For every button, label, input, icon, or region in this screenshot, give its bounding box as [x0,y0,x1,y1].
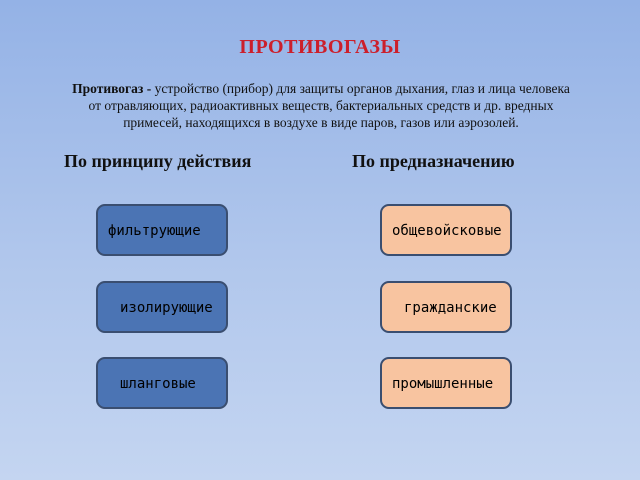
page-title: ПРОТИВОГАЗЫ [239,36,401,58]
definition-text [66,80,576,131]
header-by-purpose: По предназначению [352,151,515,171]
box-civil: гражданские [380,281,512,333]
definition-term: Противогаз - [72,81,152,96]
box-industrial: промышленные [380,357,512,409]
box-combined-arms: общевойсковые [380,204,512,256]
definition-body: устройство (прибор) для защиты органов дыхания, глаз и лица человека от отравляющих, радиоактивных веществ, бактериальных средств и др. вредных примесей, находящихся в воздухе в виде паров, газов или аэрозолей. [88,81,570,130]
box-hose: шланговые [96,357,228,409]
box-isolating: изолирующие [96,281,228,333]
header-by-principle: По принципу действия [64,151,252,171]
box-filtering: фильтрующие [96,204,228,256]
